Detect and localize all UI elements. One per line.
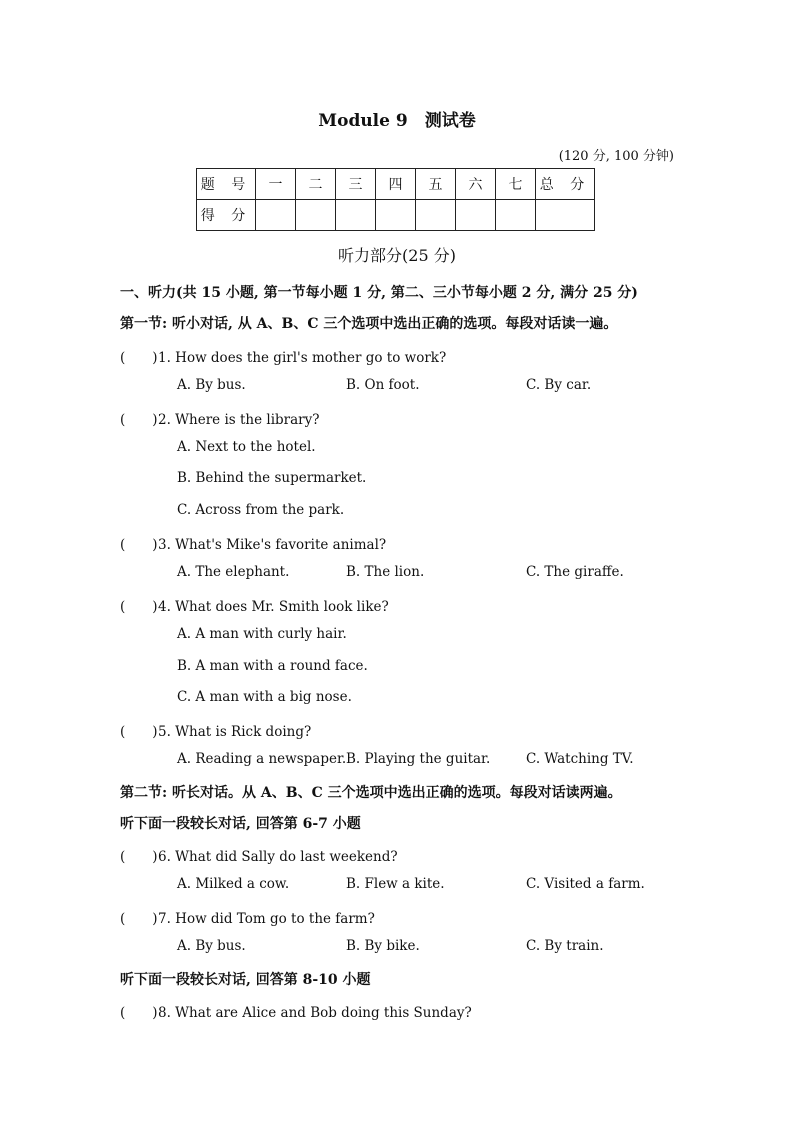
- option-a: A. A man with curly hair.: [177, 626, 347, 642]
- score-cell[interactable]: [336, 200, 376, 231]
- option-a: A. By bus.: [177, 938, 246, 954]
- option-a: A. By bus.: [177, 377, 246, 393]
- score-cell[interactable]: [456, 200, 496, 231]
- answer-blank[interactable]: ( ): [120, 350, 158, 366]
- dialog-a-instructions: 听下面一段较长对话, 回答第 6-7 小题: [120, 816, 361, 832]
- time-note: (120 分, 100 分钟): [558, 149, 674, 164]
- option-c: C. Across from the park.: [177, 502, 345, 518]
- option-b: B. The lion.: [346, 564, 425, 580]
- option-a: A. Next to the hotel.: [177, 439, 316, 455]
- answer-blank[interactable]: ( ): [120, 412, 158, 428]
- score-cell[interactable]: [496, 200, 536, 231]
- option-a: A. Milked a cow.: [177, 876, 290, 892]
- score-col-1: 一: [256, 169, 296, 200]
- question-4: [120, 595, 389, 615]
- answer-blank[interactable]: ( ): [120, 849, 158, 865]
- score-table: [196, 168, 595, 231]
- option-c: C. The giraffe.: [526, 564, 624, 580]
- question-6: [120, 845, 398, 865]
- question-stem: 4. What does Mr. Smith look like?: [158, 599, 389, 615]
- section1-instructions: 第一节: 听小对话, 从 A、B、C 三个选项中选出正确的选项。每段对话读一遍。: [120, 316, 618, 332]
- question-7: [120, 907, 375, 927]
- question-stem: 6. What did Sally do last weekend?: [158, 849, 398, 865]
- question-stem: 3. What's Mike's favorite animal?: [158, 537, 387, 553]
- section-main-instructions: 一、听力(共 15 小题, 第一节每小题 1 分, 第二、三小节每小题 2 分, 满分 25 分): [120, 285, 638, 301]
- question-stem: 1. How does the girl's mother go to work?: [158, 350, 447, 366]
- question-8: [120, 1001, 472, 1021]
- score-cell[interactable]: [296, 200, 336, 231]
- part-title: 听力部分(25 分): [338, 246, 456, 265]
- option-a: A. Reading a newspaper.: [177, 751, 347, 767]
- option-c: C. By car.: [526, 377, 592, 393]
- score-cell[interactable]: [416, 200, 456, 231]
- option-c: C. Visited a farm.: [526, 876, 645, 892]
- option-c: C. A man with a big nose.: [177, 689, 352, 705]
- score-cell[interactable]: [256, 200, 296, 231]
- score-total-label: 总 分: [536, 169, 595, 200]
- score-col-2: 二: [296, 169, 336, 200]
- answer-blank[interactable]: ( ): [120, 724, 158, 740]
- option-c: C. By train.: [526, 938, 604, 954]
- answer-blank[interactable]: ( ): [120, 911, 158, 927]
- question-stem: 7. How did Tom go to the farm?: [158, 911, 375, 927]
- option-b: B. On foot.: [346, 377, 420, 393]
- question-stem: 2. Where is the library?: [158, 412, 320, 428]
- page-title: Module 9 测试卷: [318, 111, 476, 131]
- option-b: B. By bike.: [346, 938, 420, 954]
- score-cell-total[interactable]: [536, 200, 595, 231]
- section2-instructions: 第二节: 听长对话。从 A、B、C 三个选项中选出正确的选项。每段对话读两遍。: [120, 785, 622, 801]
- score-row1-label: 题 号: [197, 169, 256, 200]
- dialog-b-instructions: 听下面一段较长对话, 回答第 8-10 小题: [120, 972, 371, 988]
- question-3: [120, 533, 386, 553]
- option-b: B. Playing the guitar.: [346, 751, 491, 767]
- score-cell[interactable]: [376, 200, 416, 231]
- score-col-6: 六: [456, 169, 496, 200]
- answer-blank[interactable]: ( ): [120, 537, 158, 553]
- answer-blank[interactable]: ( ): [120, 1005, 158, 1021]
- score-table-header-row: [197, 169, 595, 200]
- option-c: C. Watching TV.: [526, 751, 634, 767]
- score-row2-label: 得 分: [197, 200, 256, 231]
- score-col-4: 四: [376, 169, 416, 200]
- question-2: [120, 408, 320, 428]
- score-col-5: 五: [416, 169, 456, 200]
- score-col-3: 三: [336, 169, 376, 200]
- option-b: B. Flew a kite.: [346, 876, 445, 892]
- question-stem: 5. What is Rick doing?: [158, 724, 312, 740]
- question-1: [120, 346, 446, 366]
- option-b: B. A man with a round face.: [177, 658, 368, 674]
- score-table-score-row: [197, 200, 595, 231]
- option-b: B. Behind the supermarket.: [177, 470, 367, 486]
- question-stem: 8. What are Alice and Bob doing this Sunday?: [158, 1005, 472, 1021]
- answer-blank[interactable]: ( ): [120, 599, 158, 615]
- question-5: [120, 720, 311, 740]
- option-a: A. The elephant.: [177, 564, 290, 580]
- score-col-7: 七: [496, 169, 536, 200]
